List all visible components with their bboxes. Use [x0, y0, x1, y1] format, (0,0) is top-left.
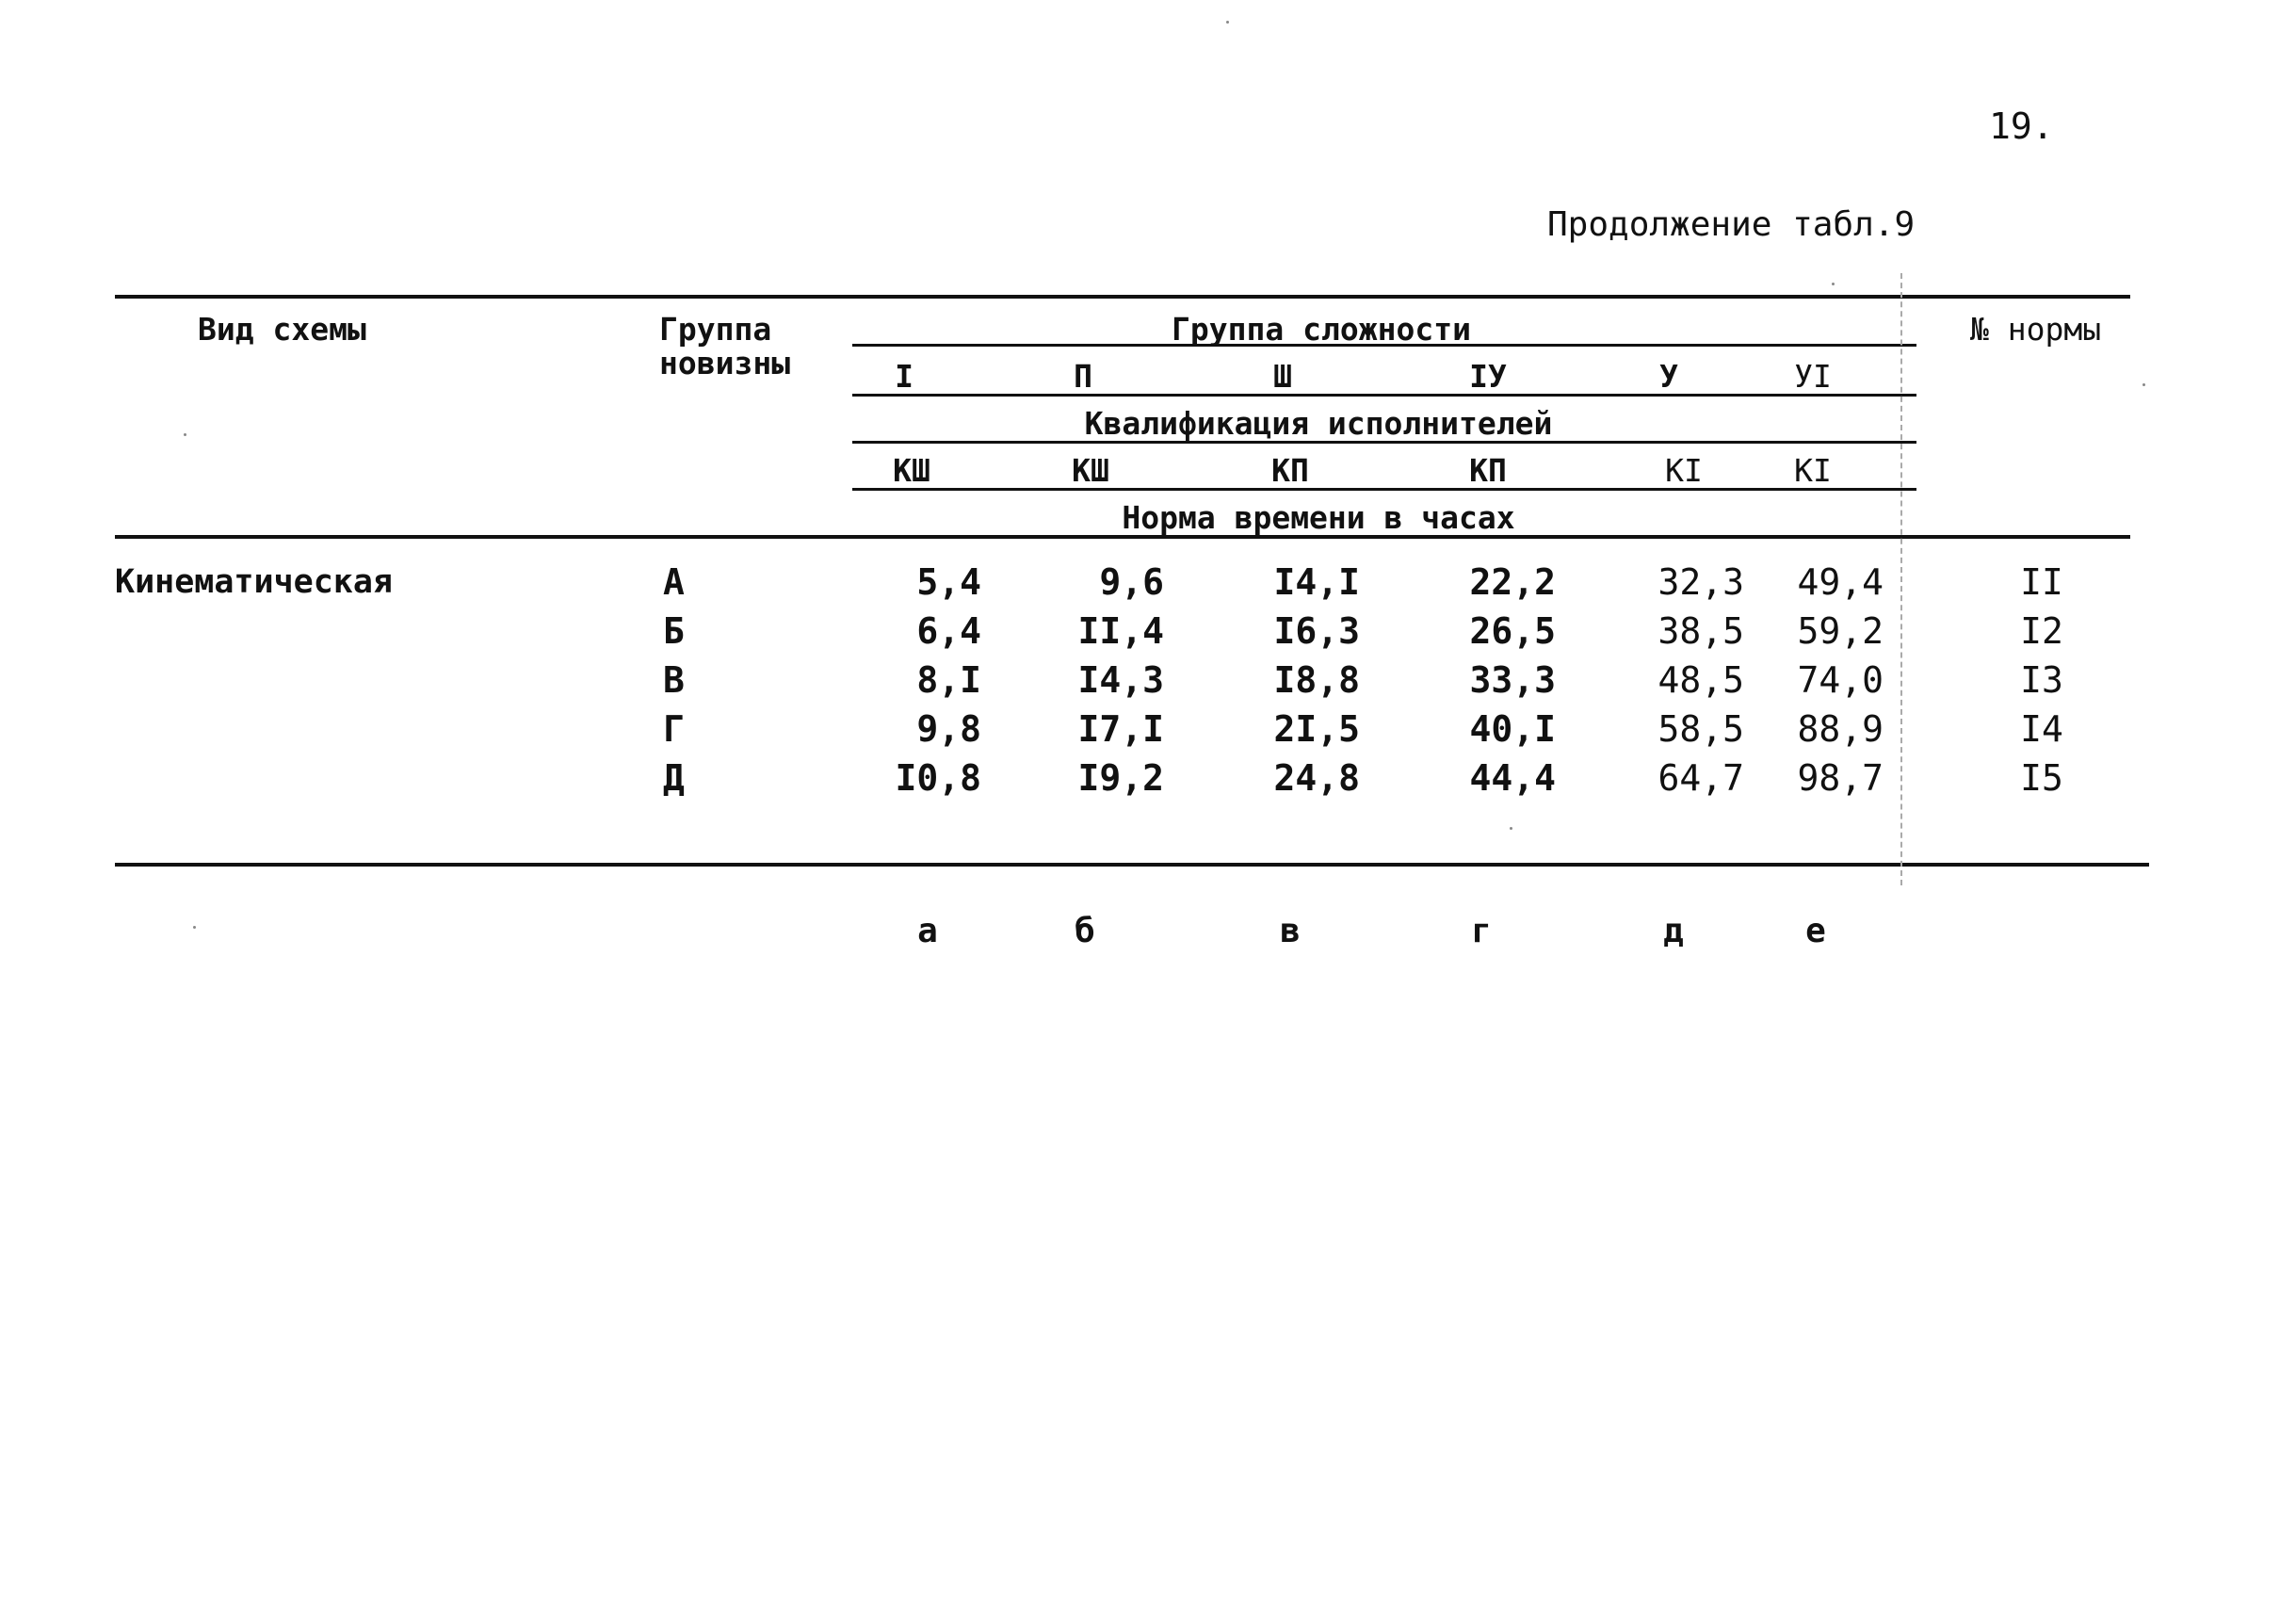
scan-speck: [184, 433, 186, 436]
table-bottom-rule: [115, 863, 2149, 867]
value-cell: 5,4: [916, 561, 981, 603]
value-cell: 64,7: [1657, 757, 1744, 799]
complexity-level: IУ: [1469, 358, 1507, 395]
complexity-group-header: Группа сложности: [1172, 311, 1471, 348]
scan-speck: [2142, 383, 2145, 386]
qualification-level: КП: [1469, 452, 1507, 489]
value-cell: 44,4: [1469, 757, 1556, 799]
value-cell: 58,5: [1657, 708, 1744, 750]
value-cell: 8,I: [916, 659, 981, 701]
value-cell: 59,2: [1797, 610, 1884, 652]
qualification-header: Квалификация исполнителей: [1084, 405, 1553, 442]
qualification-level: КП: [1271, 452, 1309, 489]
value-cell: 6,4: [916, 610, 981, 652]
value-cell: I9,2: [1077, 757, 1164, 799]
complexity-level: У: [1659, 358, 1678, 395]
scan-speck: [1510, 827, 1512, 830]
novelty-group-header-line1: Группа: [659, 311, 772, 348]
novelty-group-cell: Д: [663, 757, 685, 799]
value-cell: I4,I: [1273, 561, 1360, 603]
novelty-group-cell: А: [663, 561, 685, 603]
complexity-level: П: [1074, 358, 1092, 395]
column-letter: д: [1663, 912, 1684, 950]
table-continuation-label: Продолжение табл.9: [1547, 205, 1916, 244]
value-cell: 74,0: [1797, 659, 1884, 701]
complexity-level: УI: [1794, 358, 1832, 395]
value-cell: 40,I: [1469, 708, 1556, 750]
value-cell: I0,8: [895, 757, 981, 799]
value-cell: 49,4: [1797, 561, 1884, 603]
complexity-level: I: [895, 358, 914, 395]
value-cell: 24,8: [1273, 757, 1360, 799]
qualification-levels-rule: [852, 488, 1916, 491]
value-cell: 48,5: [1657, 659, 1744, 701]
value-cell: II,4: [1077, 610, 1164, 652]
norm-number-cell: I3: [2020, 659, 2063, 701]
norm-number-header: № нормы: [1970, 311, 2102, 348]
complexity-level: Ш: [1273, 358, 1292, 395]
scan-fold-line: [1900, 273, 1902, 885]
qualification-level: КШ: [1072, 452, 1109, 489]
value-cell: 22,2: [1469, 561, 1556, 603]
complexity-levels-rule: [852, 394, 1916, 397]
norm-number-cell: II: [2020, 561, 2063, 603]
norm-number-cell: I5: [2020, 757, 2063, 799]
value-cell: 38,5: [1657, 610, 1744, 652]
value-cell: 32,3: [1657, 561, 1744, 603]
table-top-rule: [115, 295, 2130, 299]
scan-speck: [1832, 283, 1835, 285]
value-cell: 88,9: [1797, 708, 1884, 750]
novelty-group-cell: В: [663, 659, 685, 701]
norm-number-cell: I2: [2020, 610, 2063, 652]
value-cell: 9,8: [916, 708, 981, 750]
value-cell: 9,6: [1099, 561, 1164, 603]
scheme-type-cell: Кинематическая: [115, 563, 394, 601]
scheme-type-header: Вид схемы: [198, 311, 366, 348]
scan-speck: [193, 926, 196, 929]
page-number: 19.: [1989, 105, 2054, 147]
norm-number-cell: I4: [2020, 708, 2063, 750]
novelty-group-header-line2: новизны: [659, 345, 791, 381]
norm-time-header: Норма времени в часах: [1122, 499, 1515, 536]
value-cell: 98,7: [1797, 757, 1884, 799]
qualification-level: КШ: [893, 452, 930, 489]
column-letter: б: [1075, 912, 1095, 950]
value-cell: I7,I: [1077, 708, 1164, 750]
value-cell: 26,5: [1469, 610, 1556, 652]
value-cell: I4,3: [1077, 659, 1164, 701]
value-cell: 33,3: [1469, 659, 1556, 701]
novelty-group-cell: Г: [663, 708, 685, 750]
value-cell: I6,3: [1273, 610, 1360, 652]
qualification-level: КI: [1665, 452, 1703, 489]
scan-speck: [1226, 21, 1229, 24]
column-letter: а: [917, 912, 938, 950]
value-cell: 2I,5: [1273, 708, 1360, 750]
column-letter: г: [1471, 912, 1492, 950]
column-letter: в: [1280, 912, 1301, 950]
column-letter: е: [1805, 912, 1826, 950]
novelty-group-cell: Б: [663, 610, 685, 652]
value-cell: I8,8: [1273, 659, 1360, 701]
qualification-level: КI: [1794, 452, 1832, 489]
